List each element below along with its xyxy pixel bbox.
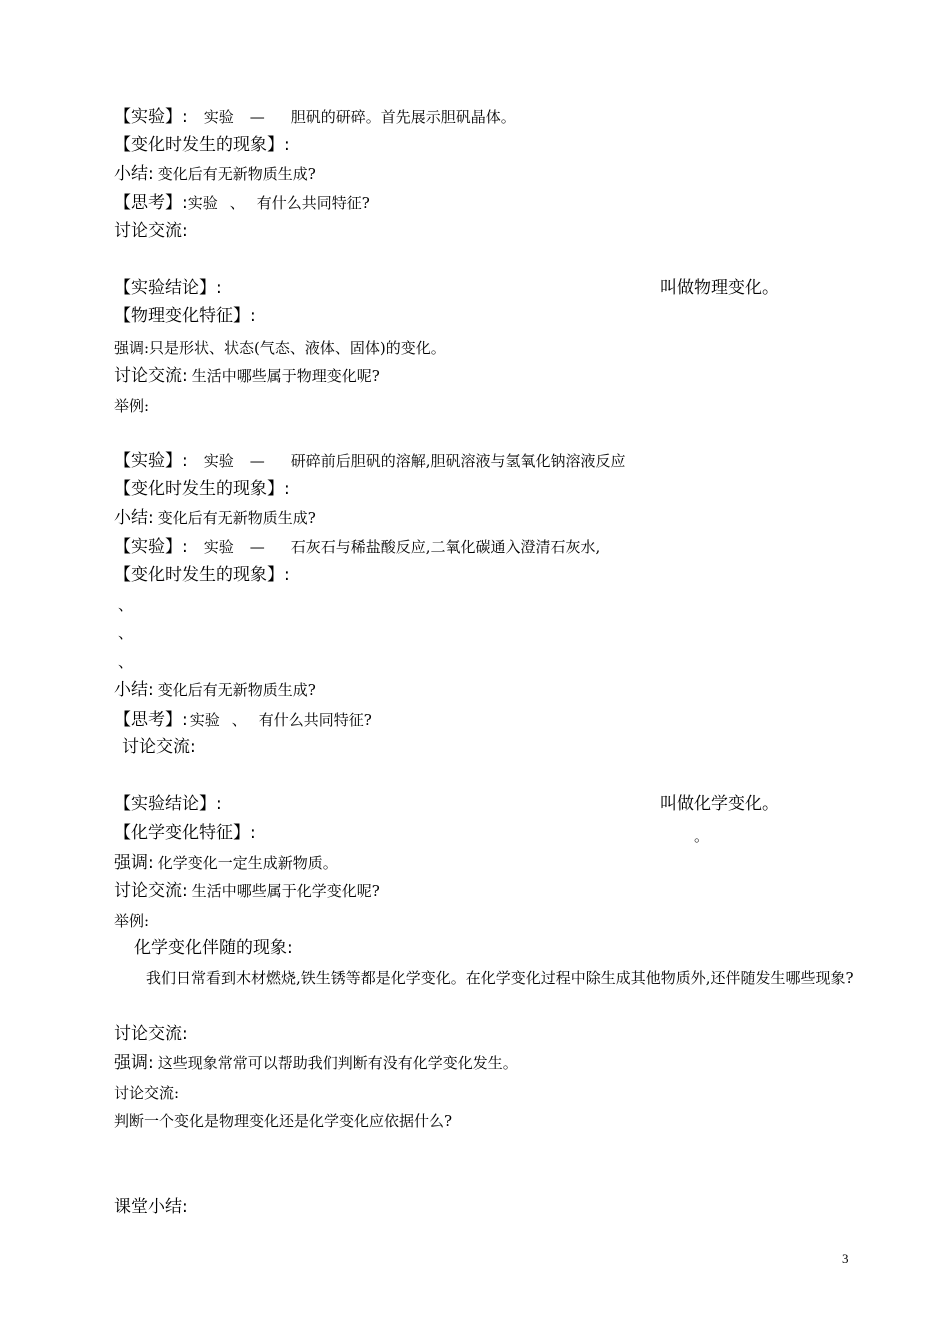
phenomena-heading: 化学变化伴随的现象:	[134, 938, 293, 958]
experiment-text: 胆矾的研碎。首先展示胆矾晶体。	[290, 108, 516, 126]
class-summary-label: 课堂小结:	[114, 1197, 188, 1217]
think-text-2: 有什么共同特征?	[258, 711, 372, 729]
summary-text: 变化后有无新物质生成?	[157, 165, 316, 183]
experiment-dash: —	[249, 108, 265, 126]
discussion-line-3	[122, 737, 196, 757]
discussion-label: 讨论交流:	[114, 1024, 188, 1044]
conclusion-label: 【实验结论】:	[114, 278, 222, 298]
discussion-line-2	[114, 366, 380, 386]
discussion-text: 生活中哪些属于物理变化呢?	[191, 367, 380, 385]
experiment-word: 实验	[203, 108, 234, 126]
chemical-change-definition: 叫做化学变化。	[660, 794, 779, 814]
discussion-label: 讨论交流:	[122, 737, 196, 757]
think-text-2: 有什么共同特征?	[256, 194, 370, 212]
summary-line-3	[114, 680, 316, 700]
emphasis-line-2	[114, 853, 338, 873]
think-text-1: 实验	[187, 194, 218, 212]
page-number: 3	[842, 1251, 849, 1266]
emphasis-text: 化学变化一定生成新物质。	[157, 854, 338, 872]
emphasis-line-1	[114, 338, 446, 358]
blank-mark-1	[118, 595, 133, 615]
question-text: 判断一个变化是物理变化还是化学变化应依据什么?	[114, 1112, 453, 1130]
phenomenon-label: 【变化时发生的现象】:	[114, 135, 290, 155]
think-label: 【思考】:	[114, 193, 188, 213]
discussion-label: 讨论交流:	[114, 221, 188, 241]
discussion-line-6	[114, 1083, 179, 1103]
discussion-line-4	[114, 881, 380, 901]
enumeration-mark: 、	[118, 596, 134, 614]
example-label: 举例:	[114, 397, 150, 415]
experiment-text: 石灰石与稀盐酸反应,二氧化碳通入澄清石灰水,	[290, 538, 601, 556]
experiment-label: 【实验】:	[114, 107, 188, 127]
think-text-1: 实验	[189, 711, 220, 729]
phenomenon-line-2	[114, 479, 290, 499]
blank-mark-3	[118, 652, 133, 672]
experiment-line-2	[114, 451, 626, 471]
summary-text: 变化后有无新物质生成?	[157, 509, 316, 527]
experiment-word: 实验	[203, 538, 234, 556]
experiment-dash: —	[249, 538, 265, 556]
chemical-feature-line	[114, 823, 256, 843]
discussion-label: 讨论交流:	[114, 881, 188, 901]
example-label: 举例:	[114, 912, 150, 930]
summary-label: 小结:	[114, 508, 154, 528]
experiment-line-3	[114, 537, 600, 557]
think-label: 【思考】:	[114, 710, 188, 730]
chemical-phenomena-heading	[134, 938, 293, 958]
phenomenon-label: 【变化时发生的现象】:	[114, 565, 290, 585]
think-line-1	[114, 193, 370, 213]
summary-line-2	[114, 508, 316, 528]
experiment-word: 实验	[203, 452, 234, 470]
example-line-1	[114, 396, 149, 416]
summary-label: 小结:	[114, 164, 154, 184]
discussion-line-1	[114, 221, 188, 241]
discussion-text: 生活中哪些属于化学变化呢?	[191, 882, 380, 900]
conclusion-line-2	[114, 794, 222, 814]
phenomenon-label: 【变化时发生的现象】:	[114, 479, 290, 499]
emphasis-text: 强调:只是形状、状态(气态、液体、固体)的变化。	[114, 339, 446, 357]
example-line-2	[114, 911, 149, 931]
emphasis-line-3	[114, 1053, 518, 1073]
blank-mark-2	[118, 623, 133, 643]
think-separator: 、	[231, 711, 247, 729]
physical-change-definition: 叫做物理变化。	[660, 278, 779, 298]
summary-line-1	[114, 164, 316, 184]
enumeration-mark: 、	[118, 624, 134, 642]
think-line-2	[114, 710, 372, 730]
emphasis-label: 强调:	[114, 1053, 154, 1073]
discussion-label: 讨论交流:	[114, 1084, 180, 1102]
feature-end-mark: 。	[694, 827, 710, 845]
emphasis-label: 强调:	[114, 853, 154, 873]
conclusion-label: 【实验结论】:	[114, 794, 222, 814]
judgement-question	[114, 1111, 452, 1131]
summary-text: 变化后有无新物质生成?	[157, 681, 316, 699]
summary-label: 小结:	[114, 680, 154, 700]
phenomenon-line-3	[114, 565, 290, 585]
enumeration-mark: 、	[118, 653, 134, 671]
phenomenon-line-1	[114, 135, 290, 155]
phenomena-paragraph: 我们日常看到木材燃烧,铁生锈等都是化学变化。在化学变化过程中除生成其他物质外,还伴随发生哪些现象?	[146, 969, 854, 987]
experiment-text: 研碎前后胆矾的溶解,胆矾溶液与氢氧化钠溶液反应	[290, 452, 626, 470]
physical-feature-label: 【物理变化特征】:	[114, 306, 256, 326]
think-separator: 、	[229, 194, 245, 212]
class-summary-line	[114, 1197, 188, 1217]
emphasis-text: 这些现象常常可以帮助我们判断有没有化学变化发生。	[157, 1054, 518, 1072]
discussion-line-5	[114, 1024, 188, 1044]
physical-feature-line	[114, 306, 256, 326]
discussion-label: 讨论交流:	[114, 366, 188, 386]
experiment-line-1	[114, 107, 516, 127]
chemical-feature-label: 【化学变化特征】:	[114, 823, 256, 843]
experiment-label: 【实验】:	[114, 451, 188, 471]
experiment-dash: —	[249, 452, 265, 470]
conclusion-line-1	[114, 278, 222, 298]
experiment-label: 【实验】:	[114, 537, 188, 557]
